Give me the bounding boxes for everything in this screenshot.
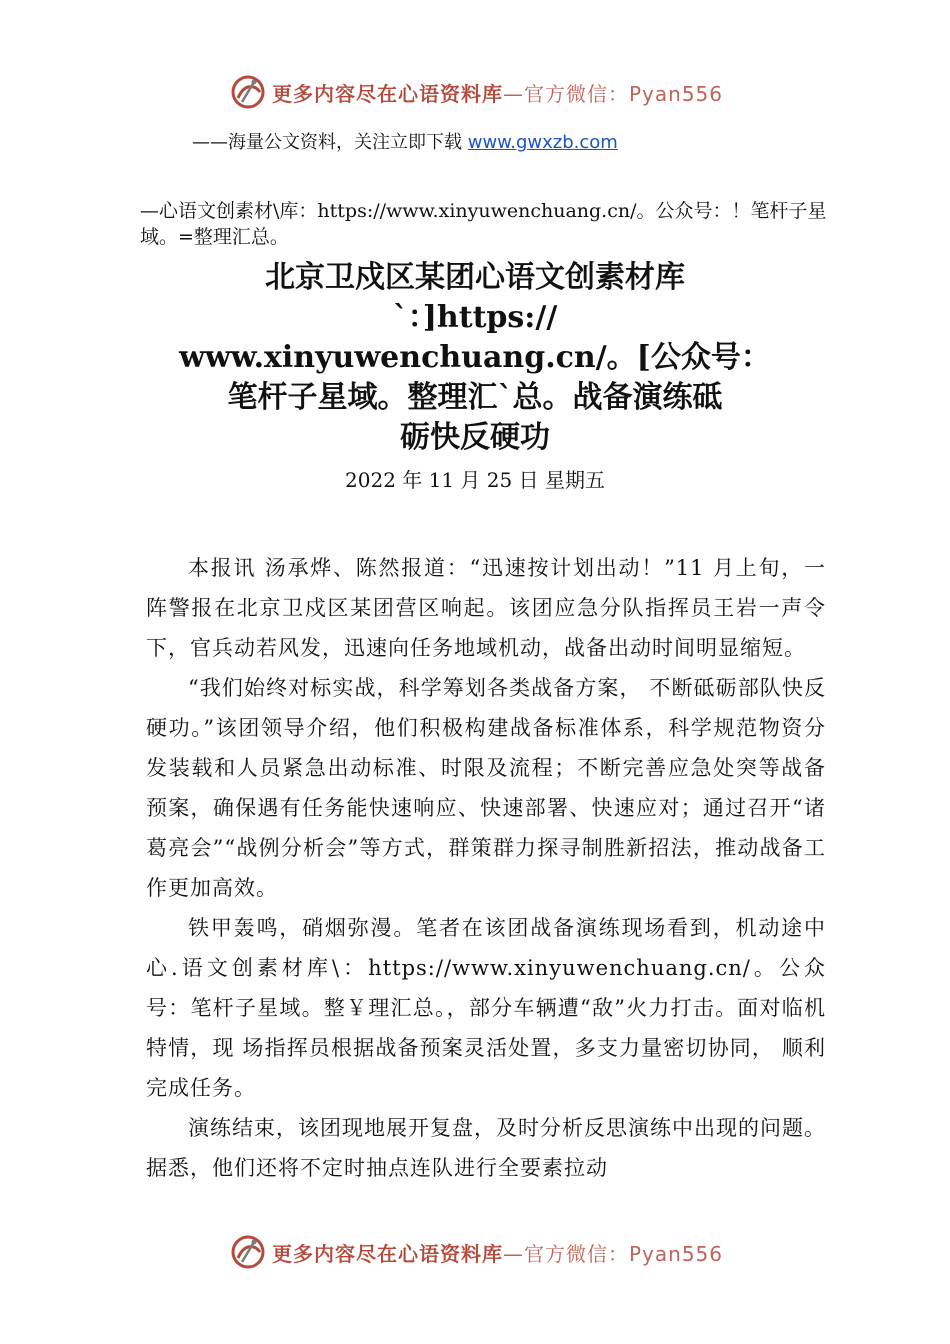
gwxzb-link[interactable]: www.gwxzb.com bbox=[467, 132, 618, 153]
banner-text bbox=[272, 78, 723, 107]
logo-icon bbox=[230, 1234, 266, 1270]
paragraph: 演练结束，该团现地展开复盘，及时分析反思演练中出现的问题。据悉，他们还将不定时抽点连队进行全要素拉动 bbox=[146, 1116, 826, 1180]
download-subline bbox=[192, 128, 618, 154]
paragraph: 本报讯 汤承烨、陈然报道：“迅速按计划出动！”11 月上旬，一阵警报在北京卫戍区某团营区响起。该团应急分队指挥员王岩一声令下，官兵动若风发，迅速向任务地域机动，战备出动时间明显缩短。 bbox=[146, 556, 826, 660]
banner-main: 更多内容尽在心语资料库 bbox=[272, 1241, 503, 1266]
logo-icon bbox=[230, 74, 266, 110]
footer-banner bbox=[230, 1232, 723, 1272]
paragraph: “我们始终对标实战，科学筹划各类战备方案， 不断砥砺部队快反硬功。”该团领导介绍，他们积极构建战备标准体系，科学规范物资分发装载和人员紧急出动标准、时限及流程；不断完善应急处突等战备预案，确保遇有任务能快速响应、快速部署、快速应对；通过召开“诸葛亮会”“战例分析会”等方式，群策群力探寻制胜新招法，推动战备工作更加高效。 bbox=[146, 676, 826, 900]
header-banner bbox=[230, 72, 723, 112]
title-line: www.xinyuwenchuang.cn/。[公众号： bbox=[179, 340, 771, 375]
title-line: 北京卫戍区某团心语文创素材库 bbox=[265, 260, 685, 295]
subline-text: ——海量公文资料，关注立即下载 bbox=[192, 132, 468, 153]
article-body bbox=[146, 548, 826, 1188]
banner-official: —官方微信： bbox=[503, 1241, 629, 1266]
banner-text bbox=[272, 1238, 723, 1267]
banner-code: Pyan556 bbox=[629, 1241, 724, 1266]
banner-code: Pyan556 bbox=[629, 81, 724, 106]
banner-main: 更多内容尽在心语资料库 bbox=[272, 81, 503, 106]
banner-official: —官方微信： bbox=[503, 81, 629, 106]
title-line: `：]https:// bbox=[392, 300, 558, 335]
title-line: 笔杆子星域。整理汇`总。战备演练砥 bbox=[227, 380, 723, 415]
article-title bbox=[140, 258, 810, 458]
title-line: 砺快反硬功 bbox=[400, 420, 550, 455]
intro-line: —心语文创素材\库：https://www.xinyuwenchuang.cn/。公众号：！笔杆子星域。=整理汇总。 bbox=[140, 200, 827, 248]
article-date: 2022 年 11 月 25 日 星期五 bbox=[345, 468, 605, 492]
paragraph: 铁甲轰鸣，硝烟弥漫。笔者在该团战备演练现场看到，机动途中心.语文创素材库\：https://www.xinyuwenchuang.cn/。公众号：笔杆子星域。整￥理汇总。，部分车辆遭“敌”火力打击。面对临机特情，现 场指挥员根据战备预案灵活处置，多支力量密切协同， 顺利完成任务。 bbox=[146, 916, 826, 1100]
